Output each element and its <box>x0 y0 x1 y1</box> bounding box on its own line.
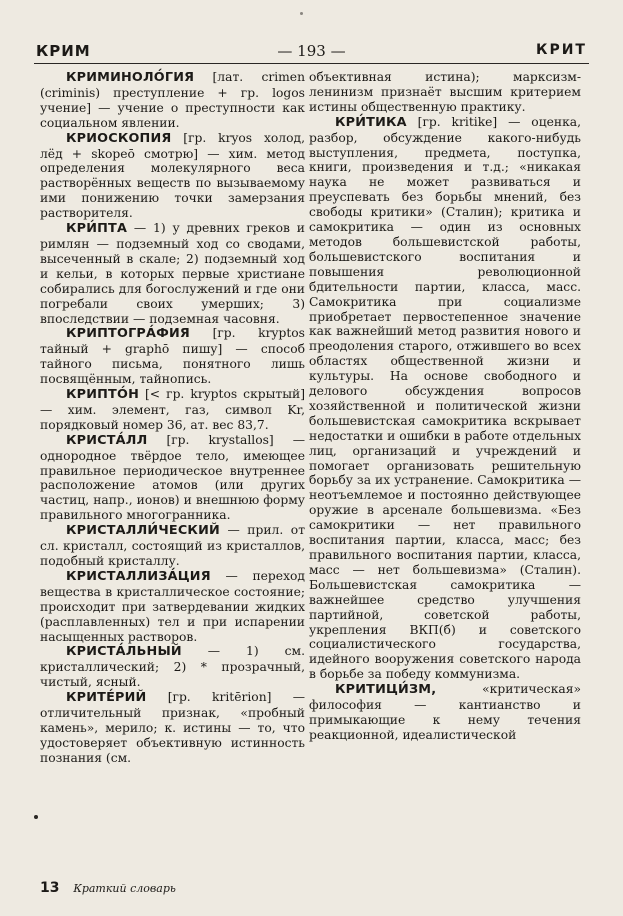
entry-definition: [гр. kritērion] — отличительный признак, «пробный камень», мерило; к. истины — то, что удостоверяет объективную истинность познания (см. <box>40 690 305 765</box>
signature-number: 13 <box>40 880 60 896</box>
entry-definition: [< гр. kryptos скрытый] — хим. элемент, газ, символ Kr, порядковый номер 36, ат. вес 83,7. <box>40 387 305 432</box>
entry-definition: [гр. kritike] — оценка, разбор, обсуждение какого-нибудь выступления, предмета, поступка, книги, произведения и т.д.; «никакая наука не может развиваться и преуспевать без борьбы мнений, без свободы критики» (Сталин); критика и самокритика — один из основных методов большевистской работы, большевистского воспитания и повышения революционной бдительности партии, класса, масс. Самокритика при социализме приобретает первостепенное значение как важнейший метод развития нового и преодоления старого, отжившего во всех областях общественной жизни и культуры. На основе свободного и делового обсуждения вопросов хозяйственной и политической жизни большевистская самокритика вскрывает недостатки и ошибки в работе отдельных лиц, организаций и учреждений и помогает организовать решительную борьбу за их устранение. Самокритика — неотъемлемое и постоянно действующее оружие в арсенале большевизма. «Без самокритики — нет правильного воспитания партии, класса, масс; без правильного воспитания партии, класса, масс — нет большевизма» (Сталин). Большевистская самокритика — важнейшее средство улучшения партийной, советской работы, укрепления ВКП(б) и советского социалистического государства, идейного вооружения советского народа в борьбе за победу коммунизма. <box>309 114 581 682</box>
dictionary-entry <box>40 690 305 766</box>
dictionary-entry <box>40 326 305 387</box>
entry-definition: [гр. kryptos тайный + graphō пишу] — способ тайного письма, понятного лишь посвящённым, тайнопись. <box>40 326 305 387</box>
dictionary-entry <box>40 523 305 569</box>
entry-definition: — 1) см. кристаллический; 2) * прозрачный, чистый, ясный. <box>40 644 305 690</box>
entry-headword: КРИСТАЛЛИЗА́ЦИЯ <box>66 568 211 584</box>
dictionary-entry <box>309 115 581 682</box>
entry-headword: КРИПТОГРА́ФИЯ <box>66 326 190 342</box>
entry-definition: «критическая» философия — кантианство и примыкающие к нему течения реакционной, идеалистической <box>309 682 581 742</box>
header-guide-word-right: КРИТ <box>536 42 587 58</box>
dictionary-entry <box>40 70 305 131</box>
dictionary-entry <box>309 70 581 115</box>
header-guide-word-left: КРИМ <box>36 42 91 60</box>
entry-headword: КРИСТАЛЛИ́ЧЕСКИЙ <box>66 523 220 539</box>
entry-definition: — 1) у древних греков и римлян — подземный ход со сводами, высеченный в скале; 2) подземный ход и кельи, в которых первые христиане собирались для богослужений и где они погребали своих умерших; 3) впоследствии — подземная часовня. <box>40 221 305 326</box>
margin-dot <box>34 815 38 819</box>
entry-definition: — переход вещества в кристаллическое состояние; происходит при затвердевании жидких (расплавленных) тел и при испарении насыщенных растворов. <box>40 568 305 644</box>
signature-title: Краткий словарь <box>73 882 176 895</box>
entry-headword: КРИПТО́Н <box>66 387 139 403</box>
entry-definition: [гр. kryos холод, лёд + skopeō смотрю] — хим. метод определения молекулярного веса растворённых веществ по вызываемому ими понижению точки замерзания растворителя. <box>40 130 305 221</box>
entry-definition: объективная истина); марксизм-ленинизм признаёт высшим критерием истины общественную практику. <box>309 70 581 114</box>
entry-headword: КРИТИЦИ́ЗМ, <box>335 682 437 698</box>
left-column <box>40 70 305 766</box>
dictionary-entry <box>40 433 305 523</box>
dictionary-entry <box>40 221 305 326</box>
entry-definition: — прил. от сл. кристалл, состоящий из кристаллов, подобный кристаллу. <box>40 523 305 568</box>
entry-headword: КРИОСКОПИЯ <box>66 130 172 146</box>
dictionary-entry <box>40 387 305 433</box>
dictionary-entry <box>40 644 305 690</box>
header-page-number: — 193 — <box>277 42 346 60</box>
dictionary-entry <box>40 131 305 221</box>
header-rule <box>34 63 589 64</box>
entry-headword: КРИСТА́ЛЛ <box>66 432 148 448</box>
entry-headword: КРИ́ПТА <box>66 221 128 237</box>
entry-headword: КРИТЕ́РИЙ <box>66 690 147 706</box>
entry-headword: КРИ́ТИКА <box>335 114 407 130</box>
right-column <box>309 70 581 743</box>
entry-definition: [лат. crimen (criminis) преступление + гр. logos учение] — учение о преступности как социальном явлении. <box>40 70 305 130</box>
print-speck <box>300 12 303 15</box>
dictionary-entry <box>40 569 305 645</box>
entry-definition: [гр. krystallos] — однородное твёрдое тело, имеющее правильное периодическое внутреннее расположение атомов (или других частиц, напр., ионов) и внешнюю форму правильного многогранника. <box>40 432 305 523</box>
dictionary-entry <box>309 682 581 743</box>
page-footer <box>40 880 176 896</box>
entry-headword: КРИСТА́ЛЬНЫЙ <box>66 644 182 660</box>
entry-headword: КРИМИНОЛО́ГИЯ <box>66 70 195 85</box>
